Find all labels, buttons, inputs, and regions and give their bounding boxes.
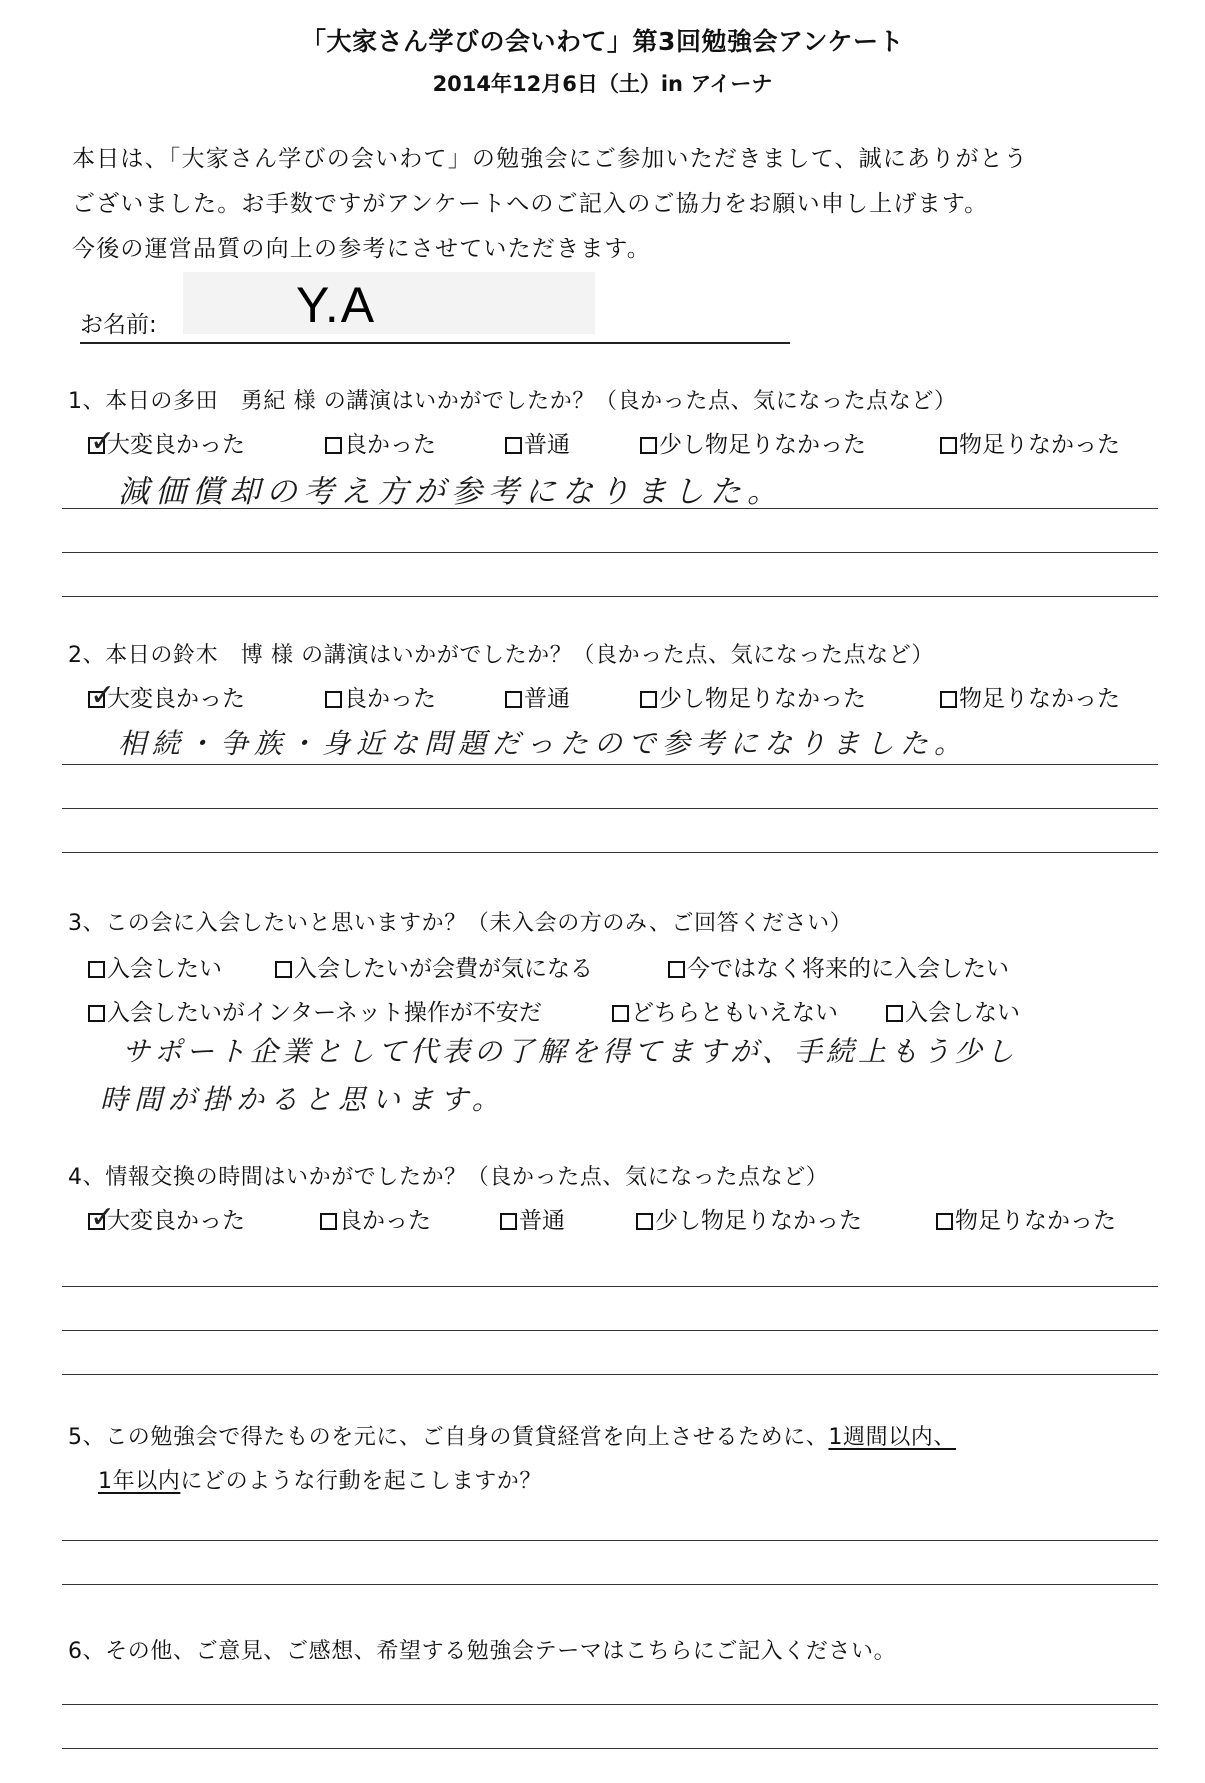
checkbox-icon[interactable] (88, 678, 116, 713)
q1-option-lacking[interactable]: 物足りなかった (940, 426, 1120, 459)
answer-line (62, 1704, 1158, 1705)
q6-question: 6、その他、ご意見、ご感想、希望する勉強会テーマはこちらにご記入ください。 (68, 1639, 897, 1664)
checkbox-icon[interactable] (612, 1005, 629, 1022)
q4-option-lacking[interactable]: 物足りなかった (936, 1202, 1116, 1235)
q4-option-very-good[interactable]: ✓ 大変良かった (90, 1200, 245, 1235)
answer-line (62, 1748, 1158, 1749)
q1-option-good[interactable]: 良かった (325, 426, 436, 459)
q3-question: 3、この会に入会したいと思いますか？（未入会の方のみ、ご回答ください） (68, 911, 853, 936)
checkbox-icon[interactable] (88, 961, 105, 978)
answer-line (62, 764, 1158, 765)
check-icon: ✓ (90, 1200, 116, 1235)
checkbox-icon[interactable] (505, 691, 522, 708)
checkbox-icon[interactable] (668, 961, 685, 978)
q1-option-slightly-lacking[interactable]: 少し物足りなかった (640, 426, 866, 459)
q2-option-average[interactable]: 普通 (505, 680, 570, 713)
q4-option-slightly-lacking[interactable]: 少し物足りなかった (636, 1202, 862, 1235)
checkbox-icon[interactable] (325, 437, 342, 454)
checkbox-icon[interactable] (505, 437, 522, 454)
q3-answer-line-2[interactable]: 時間が掛かると思います。 (100, 1083, 506, 1116)
answer-line (62, 1286, 1158, 1287)
checkbox-icon[interactable] (886, 1005, 903, 1022)
intro-line-3: 今後の運営品質の向上の参考にさせていただきます。 (72, 236, 651, 262)
q4-option-good[interactable]: 良かった (320, 1202, 431, 1235)
q5-question-line-1: 5、この勉強会で得たものを元に、ご自身の賃貸経営を向上させるために、1週間以内、 (68, 1425, 957, 1450)
answer-line (62, 596, 1158, 597)
q2-option-good[interactable]: 良かった (325, 680, 436, 713)
checkbox-icon[interactable] (500, 1213, 517, 1230)
q3-option-undecided[interactable]: どちらともいえない (612, 994, 838, 1027)
q2-question: 2、本日の鈴木 博 様 の講演はいかがでしたか？（良かった点、気になった点など） (68, 643, 934, 668)
checkbox-icon[interactable] (640, 691, 657, 708)
q3-option-join-fee-concern[interactable]: 入会したいが会費が気になる (275, 950, 593, 983)
q3-answer-line-1[interactable]: サポート企業として代表の了解を得てますが、手続上もう少し (122, 1035, 1019, 1068)
name-label: お名前: (80, 312, 157, 338)
checkbox-icon[interactable] (320, 1213, 337, 1230)
survey-date-venue: 2014年12月6日（土）in アイーナ (432, 72, 773, 96)
survey-title: 「大家さん学びの会いわて」第3回勉強会アンケート (301, 27, 904, 56)
checkbox-icon[interactable] (940, 691, 957, 708)
q1-option-average[interactable]: 普通 (505, 426, 570, 459)
answer-line (62, 552, 1158, 553)
q4-option-average[interactable]: 普通 (500, 1202, 565, 1235)
answer-line (62, 1374, 1158, 1375)
q2-option-lacking[interactable]: 物足りなかった (940, 680, 1120, 713)
q1-option-very-good[interactable]: ✓ 大変良かった (90, 424, 245, 459)
checkbox-icon[interactable] (88, 1005, 105, 1022)
intro-line-2: ございました。お手数ですがアンケートへのご記入のご協力をお願い申し上げます。 (72, 191, 989, 217)
q3-option-join[interactable]: 入会したい (88, 950, 222, 983)
checkbox-icon[interactable] (88, 424, 116, 459)
q2-option-very-good[interactable]: ✓ 大変良かった (90, 678, 245, 713)
answer-line (62, 508, 1158, 509)
checkbox-icon[interactable] (325, 691, 342, 708)
answer-line (62, 808, 1158, 809)
checkbox-icon[interactable] (936, 1213, 953, 1230)
q3-option-join-future[interactable]: 今ではなく将来的に入会したい (668, 950, 1009, 983)
check-icon: ✓ (90, 424, 116, 459)
q3-option-join-internet-concern[interactable]: 入会したいがインターネット操作が不安だ (88, 994, 542, 1027)
q1-answer[interactable]: 減価償却の考え方が参考になりました。 (118, 474, 784, 510)
intro-line-1: 本日は、「大家さん学びの会いわて」の勉強会にご参加いただきまして、誠にありがとう (72, 146, 1029, 172)
checkbox-icon[interactable] (636, 1213, 653, 1230)
checkbox-icon[interactable] (88, 1200, 116, 1235)
q2-answer[interactable]: 相続・争族・身近な問題だったので参考になりました。 (118, 727, 969, 760)
answer-line (62, 1584, 1158, 1585)
name-value[interactable]: Y.A (296, 277, 377, 333)
name-redaction (183, 272, 595, 334)
checkbox-icon[interactable] (640, 437, 657, 454)
q2-option-slightly-lacking[interactable]: 少し物足りなかった (640, 680, 866, 713)
answer-line (62, 1330, 1158, 1331)
checkbox-icon[interactable] (940, 437, 957, 454)
q1-question: 1、本日の多田 勇紀 様 の講演はいかがでしたか？（良かった点、気になった点など） (68, 389, 957, 414)
check-icon: ✓ (90, 678, 116, 713)
q3-option-not-join[interactable]: 入会しない (886, 994, 1020, 1027)
answer-line (62, 1540, 1158, 1541)
q4-question: 4、情報交換の時間はいかがでしたか？（良かった点、気になった点など） (68, 1165, 829, 1190)
q5-question-line-2: 1年以内にどのような行動を起こしますか？ (98, 1469, 543, 1494)
answer-line (62, 852, 1158, 853)
name-underline (80, 342, 790, 344)
checkbox-icon[interactable] (275, 961, 292, 978)
